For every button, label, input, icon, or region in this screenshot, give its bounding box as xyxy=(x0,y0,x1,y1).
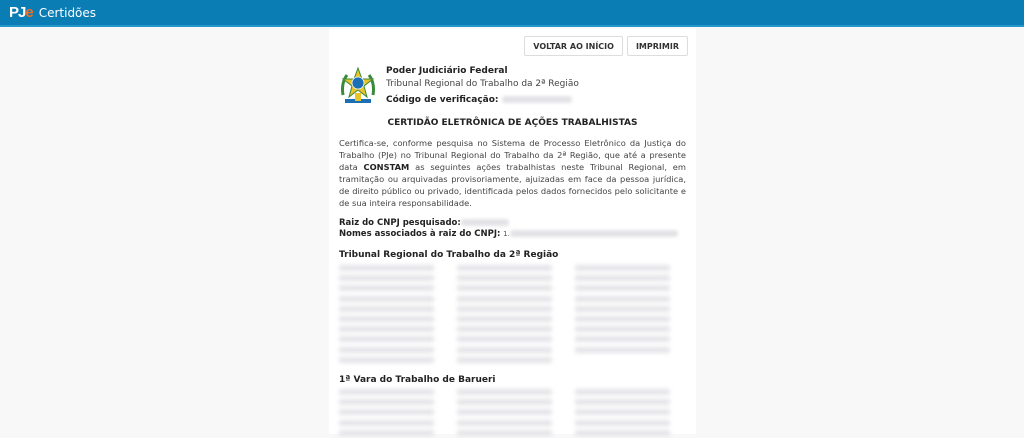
action-bar xyxy=(524,36,688,56)
print-button[interactable]: IMPRIMIR xyxy=(627,36,688,56)
cnpj-label: Raiz do CNPJ pesquisado: xyxy=(339,218,461,228)
verification-code-value xyxy=(502,96,572,103)
names-value xyxy=(510,230,678,237)
pje-logo: PJe xyxy=(9,4,33,21)
certificate-body: Certifica-se, conforme pesquisa no Sistema de Processo Eletrônico da Justiça do Trabalho (PJe) no Tribunal Regional do Trabalho da 2ª Região, que até a presente data CONSTAM as seguintes ações trabalhistas neste Tribunal Regional, em tramitação ou arquivadas provisoriamente, ajuizadas em face da pessoa jurídica, de direito público ou privado, identificada pelos dados fornecidos pelo solicitante e de sua inteira responsabilidade. xyxy=(339,138,686,208)
document-header xyxy=(339,65,579,109)
section-title-trt2: Tribunal Regional do Trabalho da 2ª Região xyxy=(339,250,559,260)
process-list-trt2 xyxy=(339,263,670,365)
process-column xyxy=(575,263,670,365)
process-column xyxy=(457,263,552,365)
process-column xyxy=(457,387,552,438)
document-title: CERTIDÃO ELETRÔNICA DE AÇÕES TRABALHISTAS xyxy=(387,118,638,128)
top-bar xyxy=(0,0,1024,27)
process-list-barueri xyxy=(339,387,670,438)
certificate-page xyxy=(329,29,696,434)
org-name: Poder Judiciário Federal xyxy=(386,66,508,76)
verification-code-label: Código de verificação: xyxy=(386,95,499,105)
process-column xyxy=(575,387,670,438)
section-title-barueri: 1ª Vara do Trabalho de Barueri xyxy=(339,375,496,385)
cnpj-info: Raiz do CNPJ pesquisado: Nomes associados à raiz do CNPJ: 1. xyxy=(339,218,678,240)
cnpj-value xyxy=(461,219,509,226)
back-to-start-button[interactable]: VOLTAR AO INÍCIO xyxy=(524,36,623,56)
process-column xyxy=(339,387,434,438)
brazil-coat-of-arms-icon xyxy=(339,65,377,109)
app-title: Certidões xyxy=(38,5,97,20)
process-column xyxy=(339,263,434,365)
court-name: Tribunal Regional do Trabalho da 2ª Região xyxy=(386,79,579,89)
names-label: Nomes associados à raiz do CNPJ: xyxy=(339,229,501,239)
